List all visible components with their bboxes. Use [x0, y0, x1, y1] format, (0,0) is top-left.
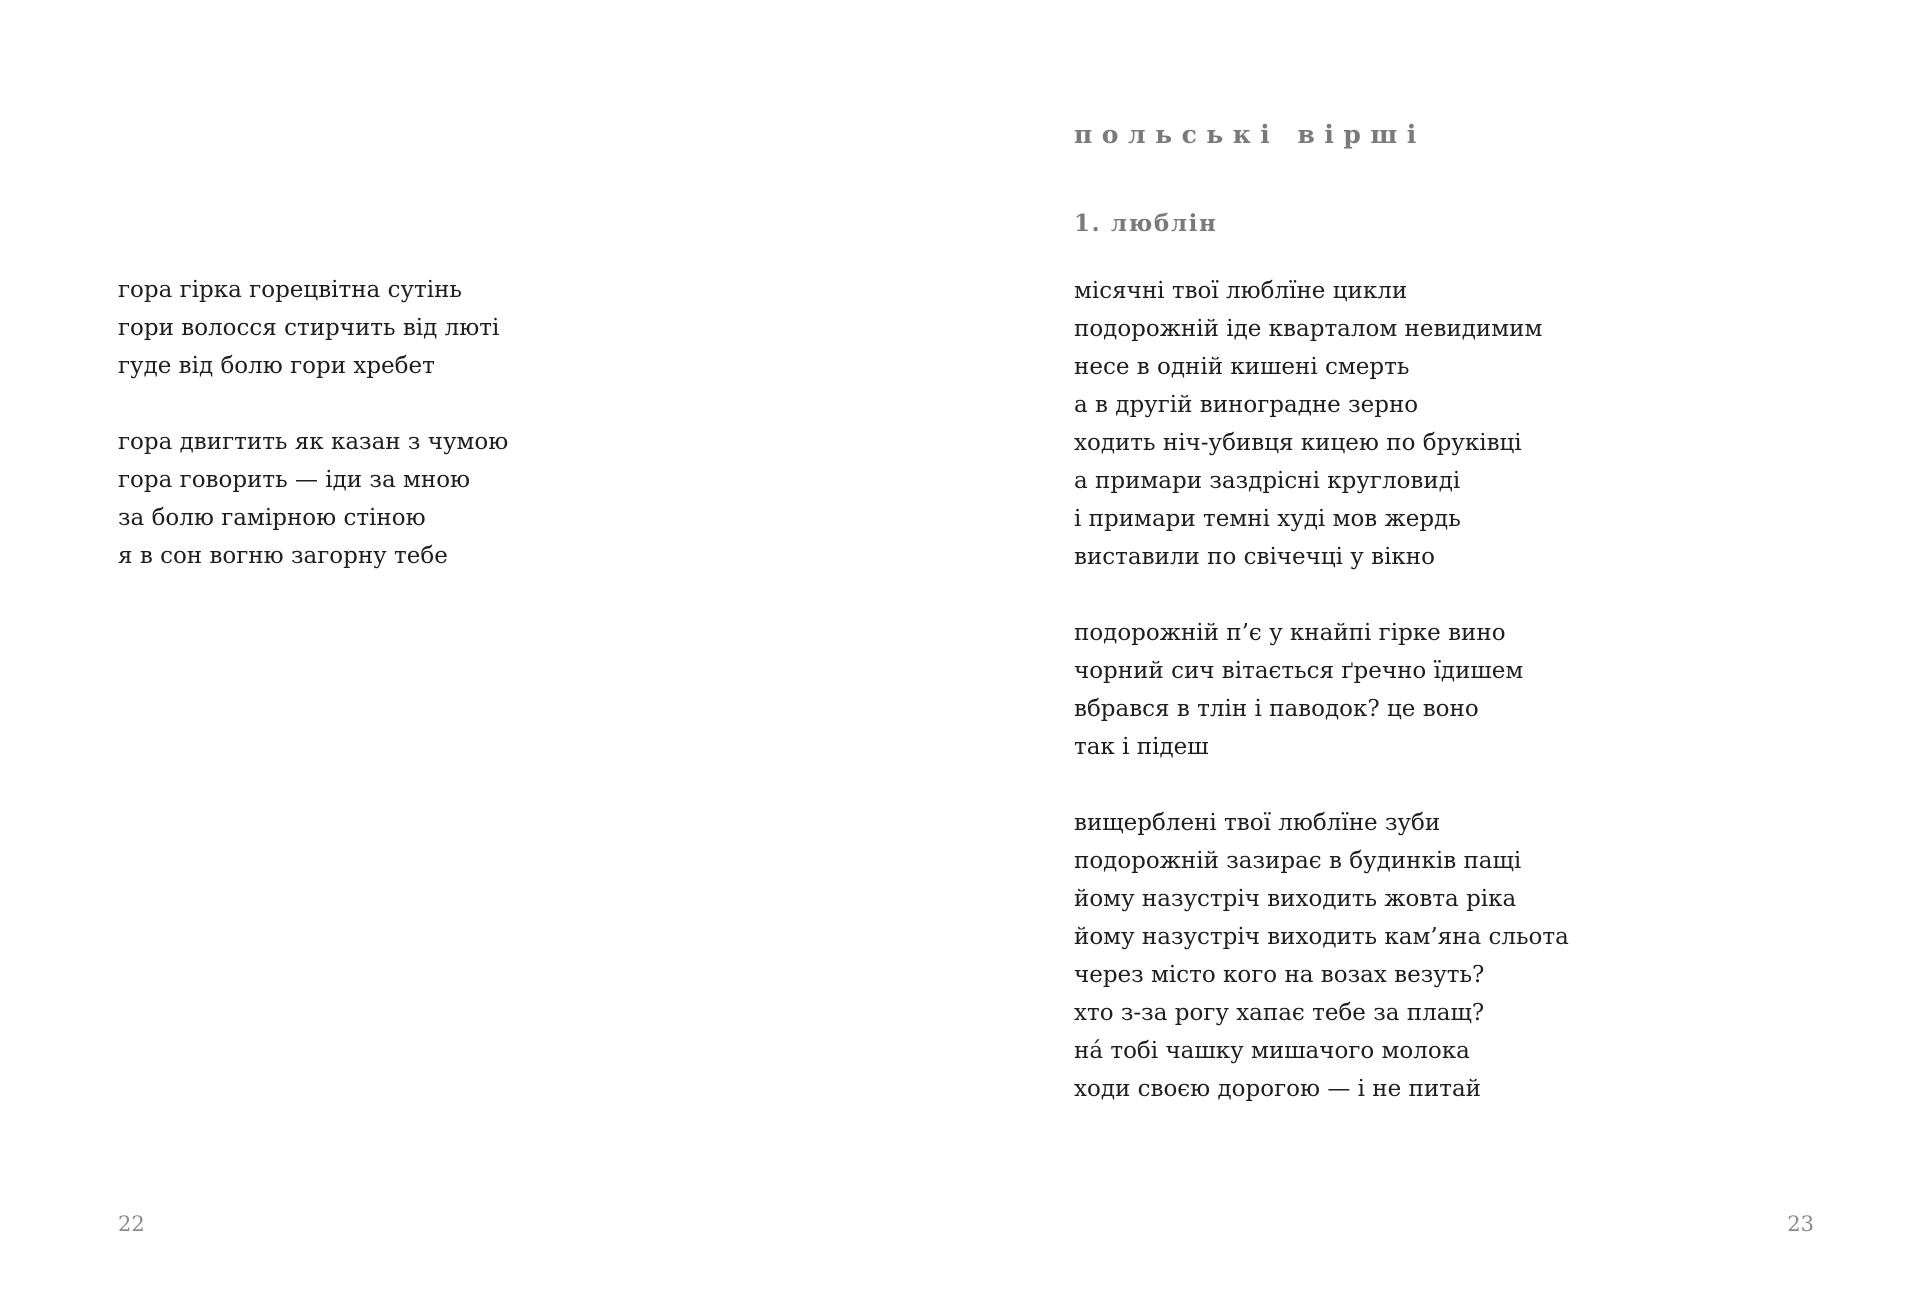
- poem-line: ходи своєю дорогою — і не питай: [1074, 1076, 1481, 1102]
- poem-line: а примари заздрісні кругловиді: [1074, 468, 1461, 494]
- stanza: [1074, 614, 1569, 766]
- poem-line: гора двигтить як казан з чумою: [118, 429, 509, 455]
- poem-line: вбрався в тлін і паводок? це воно: [1074, 696, 1479, 722]
- poem-line: я в сон вогню загорну тебе: [118, 543, 448, 569]
- poem-line: гора гірка горецвітна сутінь: [118, 277, 462, 303]
- poem-line: несе в одній кишені смерть: [1074, 354, 1410, 380]
- right-page: [960, 0, 1920, 1304]
- poem-line: виставили по свічечці у вікно: [1074, 544, 1435, 570]
- poem-line: йому назустріч виходить жовта ріка: [1074, 886, 1517, 912]
- poem-line: і примари темні худі мов жердь: [1074, 506, 1461, 532]
- stanza: [1074, 804, 1569, 1108]
- poem-line: ходить ніч-убивця кицею по бруківці: [1074, 430, 1522, 456]
- section-title: польські вірші: [1074, 120, 1426, 149]
- stanza: [118, 271, 508, 385]
- poem-line: хто з-за рогу хапає тебе за плащ?: [1074, 1000, 1485, 1026]
- poem-line: за болю гамірною стіною: [118, 505, 426, 531]
- poem-line: гора говорить — іди за мною: [118, 467, 471, 493]
- poem-line: йому назустріч виходить кам’яна сльота: [1074, 924, 1569, 950]
- poem-line: а в другій виноградне зерно: [1074, 392, 1419, 418]
- poem-line: гуде від болю гори хребет: [118, 353, 435, 379]
- right-poem: [1074, 272, 1569, 1108]
- page-number: 22: [118, 1212, 145, 1236]
- left-poem: [118, 271, 508, 575]
- poem-line: подорожній іде кварталом невидимим: [1074, 316, 1543, 342]
- stanza: [1074, 272, 1569, 576]
- poem-line: нá тобі чашку мишачого молока: [1074, 1038, 1470, 1064]
- poem-line: подорожній зазирає в будинків пащі: [1074, 848, 1522, 874]
- poem-line: вищерблені твої люблїне зуби: [1074, 810, 1441, 836]
- poem-title: 1. люблін: [1074, 210, 1218, 237]
- poem-line: так і підеш: [1074, 734, 1209, 760]
- poem-line: через місто кого на возах везуть?: [1074, 962, 1485, 988]
- poem-line: подорожній п’є у кнайпі гірке вино: [1074, 620, 1506, 646]
- page-number: 23: [1787, 1212, 1814, 1236]
- poem-line: гори волосся стирчить від люті: [118, 315, 500, 341]
- poem-line: місячні твої люблїне цикли: [1074, 278, 1408, 304]
- stanza: [118, 423, 508, 575]
- poem-line: чорний сич вітається ґречно їдишем: [1074, 658, 1524, 684]
